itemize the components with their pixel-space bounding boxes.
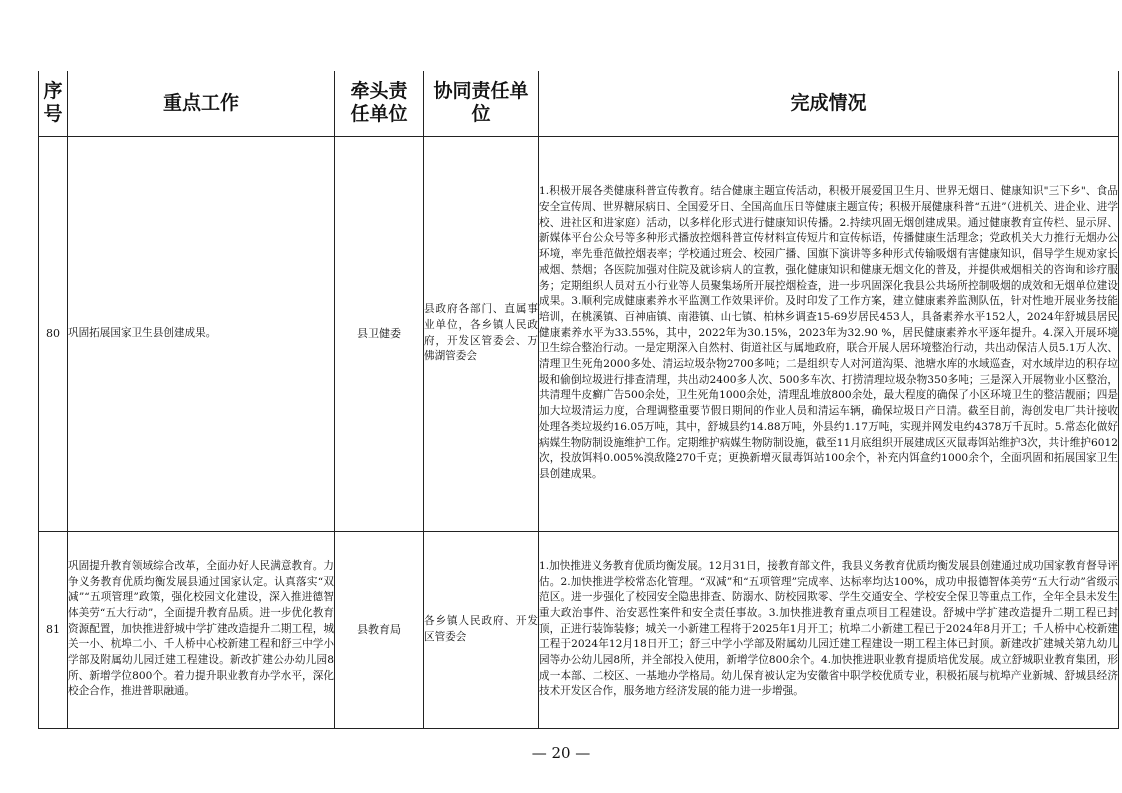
coop-unit-text: 各乡镇人民政府、开发区管委会 (424, 614, 538, 643)
lead-unit-cell: 县教育局 (335, 531, 424, 728)
row-number: 80 (39, 136, 68, 531)
header-task: 重点工作 (68, 71, 335, 136)
coop-unit-cell (424, 136, 539, 531)
header-coop-unit-label: 协同责任单位 (433, 80, 529, 126)
row-number: 81 (39, 531, 68, 728)
header-seq-label: 序号 (43, 80, 63, 126)
page-number: — 20 — (531, 744, 591, 762)
task-cell: 巩固拓展国家卫生县创建成果。 (68, 136, 335, 531)
work-table (38, 71, 1119, 729)
status-text: 1.积极开展各类健康科普宣传教育。结合健康主题宣传活动，积极开展爱国卫生月、世界无烟日、健康知识"三下乡"、食品安全宣传周、世界糖尿病日、全国爱牙日、全国高血压日等健康主题宣传；积极开展健康科普“五进”（进机关、进企业、进学校、进社区和进家庭）活动，以多样化形式进行健康知识传播。2.持续巩固无烟创建成果。通过健康教育宣传栏、显示屏、新媒体平台公众号等多种形式播放控烟科普宣传材料宣传短片和宣传标语，传播健康生活理念；党政机关大力推行无烟办公环境，率先垂范做控烟表率；学校通过班会、校园广播、国旗下演讲等多种形式传输吸烟有害健康知识，倡导学生规劝家长戒烟、禁烟；各医院加强对住院及就诊病人的宣教，强化健康知识和健康无烟文化的普及，并提供戒烟相关的咨询和诊疗服务；定期组织人员对五小行业等人员聚集场所开展控烟检查，进一步巩固深化我县公共场所控制吸烟的成效和无烟单位建设成果。3.顺利完成健康素养水平监测工作效果评价。及时印发了工作方案，建立健康素养监测队伍，针对性地开展业务技能培训，在桃溪镇、百神庙镇、南港镇、山七镇、柏林乡调查15-69岁居民453人，具备素养水平152人，2024年舒城县居民健康素养水平为33.55%，其中，2022年为30.15%，2023年为32.90 %，居民健康素养水平逐年提升。4.深入开展环境卫生综合整治行动。一是定期深入自然村、街道社区与属地政府，联合开展人居环境整治行动，共出动保洁人员5.1万人次、清理卫生死角2000多处、清运垃圾杂物2700多吨；二是组织专人对河道沟渠、池塘水库的水域巡查，对水域岸边的积存垃圾和偷倒垃圾进行排查清理，共出动2400多人次、500多车次、打捞清理垃圾杂物350多吨；三是深入开展物业小区整治，共清理牛皮癣广告500余处，卫生死角1000余处，清理乱堆放800余处，最大程度的确保了小区环境卫生的整洁靓丽；四是加大垃圾清运力度，合理调整重要节假日期间的作业人员和清运车辆，确保垃圾日产日清。截至目前，海创发电厂共计接收处理各类垃圾约16.05万吨，其中，舒城县约14.88万吨，外县约1.17万吨，实现并网发电约4378万千瓦时。5.常态化做好病媒生物防制设施维护工作。定期维护病媒生物防制设施，截至11月底组织开展建成区灭鼠毒饵站维护3次，共计维护6012次，投放饵料0.005%溴敌隆270千克；更换新增灭鼠毒饵站100余个，补充内饵盒约1000余个，全面巩固和拓展国家卫生县创建成果。 (539, 185, 1118, 480)
status-text: 1.加快推进义务教育优质均衡发展。12月31日，接教育部文件，我县义务教育优质均衡发展县创建通过成功国家教育督导评估。2.加快推进学校常态化管理。“双减”和“五项管理”完成率、达标率均达100%，成功申报德智体美劳“五大行动”省级示范区。进一步强化了校园安全隐患排查、防溺水、防校园欺零、学生交通安全、学校安全保卫等重点工作，全年全县未发生重大政治事件、治安恶性案件和安全责任事故。3.加快推进教育重点项目工程建设。舒城中学扩建改造提升二期工程已封顶，正进行装饰装修；城关一小新建工程将于2025年1月开工；杭埠二小新建工程已于2024年8月开工；千人桥中心校新建工程于2024年12月18日开工；舒三中学小学部及附属幼儿园迁建工程建设一期工程主体已封顶。新建改扩建城关第九幼儿园等办公幼儿园8所，并全部投入使用，新增学位800余个。4.加快推进职业教育提质培优发展。成立舒城职业教育集团，形成一本部、二校区、一基地办学格局。幼儿保育被认定为安徽省中职学校优质专业，积极拓展与杭埠产业新城、舒城县经济技术开发区合作，服务地方经济发展的能力进一步增强。 (539, 559, 1118, 698)
header-lead-unit-label: 牵头责任单位 (350, 80, 408, 126)
table-row (39, 531, 1119, 728)
table-row (39, 136, 1119, 531)
coop-unit-cell (424, 531, 539, 728)
coop-unit-text: 县政府各部门、直属事业单位，各乡镇人民政府，开发区管委会、万佛湖管委会 (424, 303, 538, 363)
header-status: 完成情况 (539, 71, 1119, 136)
header-lead-unit (335, 71, 424, 136)
status-cell (539, 531, 1119, 728)
task-text: 巩固提升教育领域综合改革，全面办好人民满意教育。力争义务教育优质均衡发展县通过国家认定。认真落实“双减”“五项管理”政策，强化校园文化建设，深入推进德智体美劳“五大行动”，全面提升教育品质。进一步优化教育资源配置，加快推进舒城中学扩建改造提升二期工程，城关一小、杭埠二小、千人桥中心校新建工程和舒三中学小学部及附属幼儿园迁建工程建设。新改扩建公办幼儿园8所、新增学位800个。着力提升职业教育办学水平，深化校企合作，推进普职融通。 (68, 559, 334, 698)
header-coop-unit (424, 71, 539, 136)
header-seq (39, 71, 68, 136)
table-header-row (39, 71, 1119, 136)
status-cell (539, 136, 1119, 531)
task-cell (68, 531, 335, 728)
lead-unit-cell: 县卫健委 (335, 136, 424, 531)
